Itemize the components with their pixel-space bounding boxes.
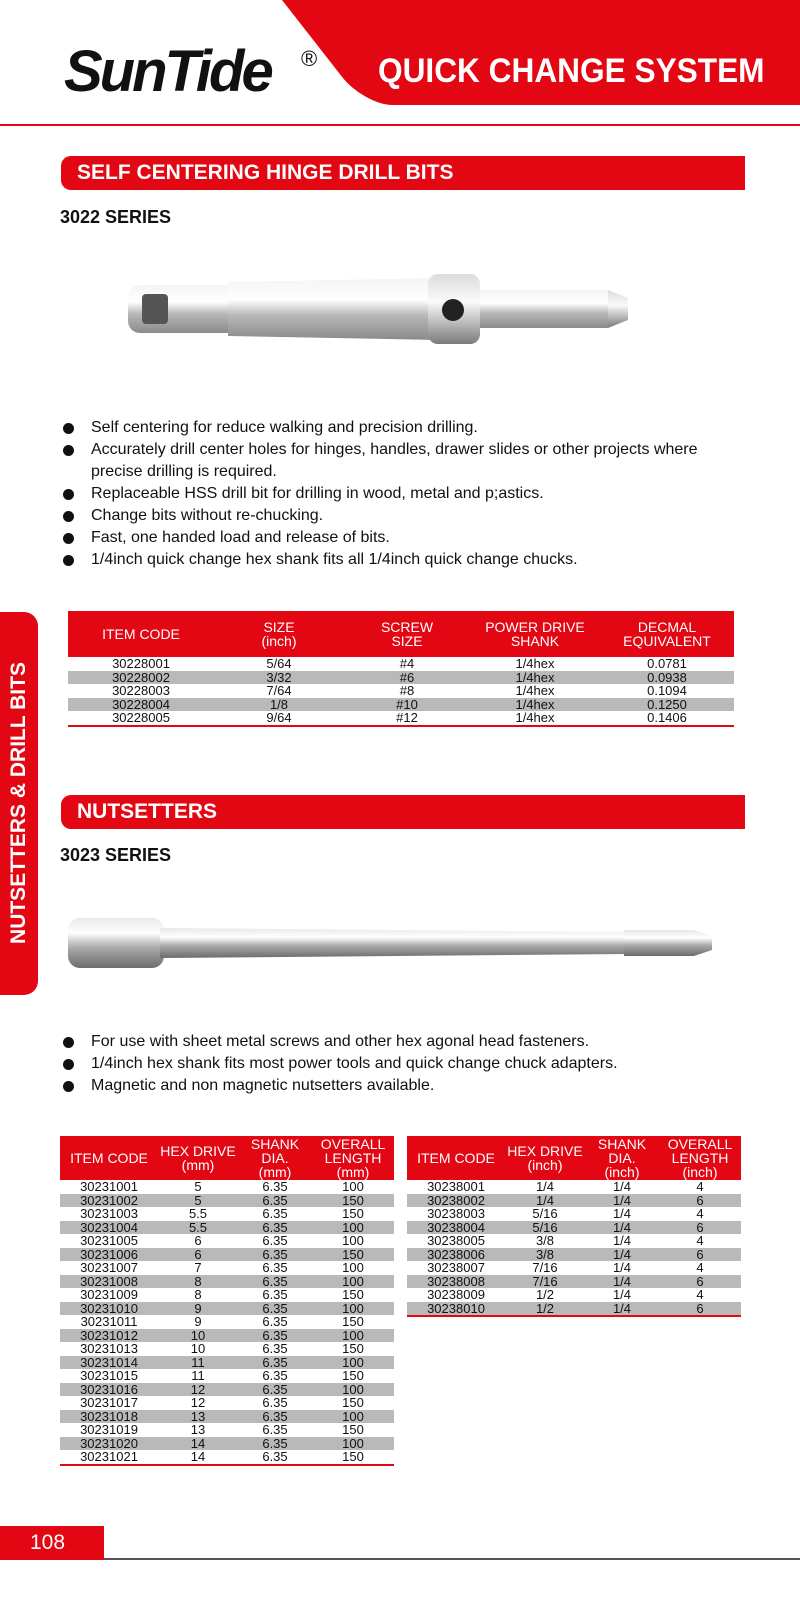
feature-item: Fast, one handed load and release of bits.: [60, 527, 750, 549]
table-row: [407, 1207, 741, 1221]
table-cell: 1/4hex: [470, 671, 600, 685]
table-cell: 6: [194, 1233, 202, 1248]
column-header: [68, 611, 214, 657]
brand-logo: SunTide: [64, 39, 271, 104]
table-cell: 30231003: [80, 1206, 138, 1221]
table-cell: 150: [312, 1450, 394, 1465]
table-body: [60, 1180, 394, 1465]
table-row: [60, 1221, 394, 1235]
table-row: [60, 1275, 394, 1289]
table-cell: 1/4: [612, 1260, 632, 1275]
nutsetters-mm-table: [60, 1136, 394, 1466]
table-row: [407, 1248, 741, 1262]
table-cell: 1/8: [214, 698, 344, 712]
table-cell: 30238006: [407, 1248, 505, 1262]
table-cell: 7: [194, 1260, 202, 1275]
table-cell: 1/4: [585, 1302, 659, 1317]
table-cell: 6.35: [262, 1314, 288, 1329]
table-cell: 30231015: [80, 1368, 138, 1383]
table-cell: 13: [190, 1422, 206, 1437]
table-row: [60, 1369, 394, 1383]
column-header: [312, 1136, 394, 1180]
column-header-text: ITEM CODE: [70, 1150, 148, 1166]
feature-item: 1/4inch quick change hex shank fits all 1/4inch quick change chucks.: [60, 549, 750, 571]
table-cell: 6: [158, 1248, 238, 1262]
table-cell: 6.35: [262, 1395, 288, 1410]
bullet-icon: [63, 1037, 74, 1048]
column-header-text: ITEM CODE: [417, 1150, 495, 1166]
table-row: [60, 1248, 394, 1262]
table-cell: 30238008: [407, 1275, 505, 1289]
table-cell: 30231017: [80, 1395, 138, 1410]
table-cell: 30238009: [427, 1287, 485, 1302]
bullet-icon: [63, 1059, 74, 1070]
table-row: [60, 1437, 394, 1451]
table-cell: 9/64: [214, 711, 344, 726]
table-cell: 14: [158, 1450, 238, 1465]
table-cell: 150: [342, 1206, 364, 1221]
column-header-text: SHANK: [250, 1136, 300, 1152]
table-cell: #6: [344, 671, 470, 685]
table-cell: 100: [312, 1221, 394, 1235]
table-cell: 30228003: [112, 683, 170, 698]
table-row: [68, 657, 734, 671]
table-cell: 1/4: [612, 1179, 632, 1194]
table-cell: 150: [312, 1248, 394, 1262]
table-cell: 30231012: [60, 1329, 158, 1343]
table-cell: 10: [190, 1341, 206, 1356]
section-title: SELF CENTERING HINGE DRILL BITS: [77, 161, 454, 184]
table-cell: 6.35: [262, 1233, 288, 1248]
table-row: [60, 1234, 394, 1248]
table-cell: 0.0781: [647, 656, 687, 671]
table-cell: 150: [342, 1422, 364, 1437]
column-header: [60, 1136, 158, 1180]
column-header-text: LENGTH: [324, 1150, 382, 1166]
table-cell: 1/4: [612, 1287, 632, 1302]
table-row: [60, 1356, 394, 1370]
table-cell: 1/4: [535, 1179, 555, 1194]
table-cell: 30238010: [407, 1302, 505, 1317]
hinge-drill-bit-image: [128, 268, 630, 348]
table-cell: 7/16: [505, 1275, 585, 1289]
bullet-icon: [63, 489, 74, 500]
table-cell: 11: [191, 1368, 205, 1383]
table-cell: 30231013: [80, 1341, 138, 1356]
table-row: [68, 671, 734, 685]
table-cell: 4: [696, 1233, 704, 1248]
section1-feature-list: [60, 417, 750, 571]
table-cell: 6.35: [262, 1368, 288, 1383]
table-cell: 30231011: [80, 1314, 138, 1329]
table-cell: 30231020: [60, 1437, 158, 1451]
table-header: [407, 1136, 741, 1180]
column-header: [238, 1136, 312, 1180]
table-cell: 100: [342, 1260, 364, 1275]
column-header: [344, 611, 470, 657]
table-cell: 30231007: [80, 1260, 138, 1275]
bullet-icon: [63, 533, 74, 544]
column-header-text: SHANK: [510, 633, 560, 649]
column-header-text: (mm): [336, 1164, 370, 1180]
table-cell: 6: [659, 1248, 741, 1262]
table-cell: 30231002: [60, 1194, 158, 1208]
table-row: [407, 1288, 741, 1302]
table-row: [407, 1180, 741, 1194]
feature-item: Replaceable HSS drill bit for drilling in wood, metal and p;astics.: [60, 483, 750, 505]
section-title-bar-nutsetters: [61, 795, 745, 829]
bullet-icon: [63, 423, 74, 434]
table-cell: 6.35: [262, 1206, 288, 1221]
column-header-text: POWER DRIVE: [485, 619, 585, 635]
table-cell: 6: [659, 1221, 741, 1235]
table-cell: 5/64: [266, 656, 292, 671]
table-cell: 100: [312, 1302, 394, 1316]
header-divider: [0, 124, 800, 126]
table-cell: 30231016: [60, 1383, 158, 1397]
table-row: [68, 684, 734, 698]
table-cell: 6.35: [262, 1260, 288, 1275]
table-cell: 5: [194, 1179, 202, 1194]
table-row: [60, 1396, 394, 1410]
column-header-text: OVERALL: [320, 1136, 386, 1152]
table-cell: 9: [158, 1302, 238, 1316]
table-cell: 4: [696, 1179, 704, 1194]
table-cell: 100: [312, 1329, 394, 1343]
table-cell: 30231009: [80, 1287, 138, 1302]
column-header: [214, 611, 344, 657]
table-cell: 6: [659, 1194, 741, 1208]
table-cell: 12: [158, 1383, 238, 1397]
table-cell: 100: [312, 1356, 394, 1370]
column-header: [600, 611, 734, 657]
table-cell: 30238004: [407, 1221, 505, 1235]
table-cell: 6.35: [238, 1194, 312, 1208]
column-header-text: SIZE: [391, 633, 423, 649]
table-cell: 6.35: [238, 1275, 312, 1289]
table-cell: 6.35: [262, 1179, 288, 1194]
table-cell: 6.35: [238, 1302, 312, 1316]
table-body: [407, 1180, 741, 1316]
table-row: [68, 698, 734, 712]
column-header-text: HEX DRIVE: [507, 1143, 583, 1159]
feature-item: Accurately drill center holes for hinges, handles, drawer slides or other projects where precise drilling is required.: [60, 439, 750, 483]
column-header: [505, 1136, 585, 1180]
table-cell: 0.0938: [600, 671, 734, 685]
table-cell: 4: [696, 1260, 704, 1275]
table-cell: 100: [312, 1383, 394, 1397]
page-number: 108: [30, 1531, 66, 1554]
header-title: QUICK CHANGE SYSTEM: [378, 52, 765, 90]
column-header-text: DECMAL: [637, 619, 697, 635]
table-cell: 6.35: [238, 1450, 312, 1465]
nutsetter-image: [68, 918, 714, 968]
table-cell: 0.1250: [600, 698, 734, 712]
table-row: [407, 1261, 741, 1275]
table-cell: 30238005: [427, 1233, 485, 1248]
table-cell: 150: [342, 1395, 364, 1410]
table-cell: 30228001: [112, 656, 170, 671]
table-cell: 150: [342, 1314, 364, 1329]
table-row: [60, 1180, 394, 1194]
table-row: [60, 1450, 394, 1465]
column-header-text: (mm): [258, 1164, 292, 1180]
table-cell: 6.35: [262, 1287, 288, 1302]
table-cell: 30231010: [60, 1302, 158, 1316]
table-cell: 30228004: [68, 698, 214, 712]
table-cell: 30231006: [60, 1248, 158, 1262]
table-row: [407, 1221, 741, 1235]
table-row: [60, 1410, 394, 1424]
table-cell: 1/4hex: [470, 711, 600, 726]
column-header: [158, 1136, 238, 1180]
column-header-text: DIA.: [608, 1150, 636, 1166]
table-row: [60, 1207, 394, 1221]
table-cell: 3/8: [505, 1248, 585, 1262]
table-cell: #12: [344, 711, 470, 726]
table-cell: 5: [158, 1194, 238, 1208]
table-row: [60, 1423, 394, 1437]
table-cell: 1/4hex: [515, 683, 555, 698]
feature-item: Magnetic and non magnetic nutsetters available.: [60, 1075, 750, 1097]
table-cell: 1/4: [585, 1248, 659, 1262]
table-cell: 5/16: [505, 1221, 585, 1235]
table-row: [407, 1234, 741, 1248]
column-header-text: ITEM CODE: [102, 626, 180, 642]
table-cell: 1/4hex: [515, 656, 555, 671]
table-cell: 5.5: [188, 1206, 208, 1221]
table-cell: #4: [399, 656, 415, 671]
table-cell: 6.35: [238, 1437, 312, 1451]
table-cell: 6.35: [262, 1422, 288, 1437]
drill-bits-spec-table: [68, 611, 734, 727]
table-cell: 3/32: [214, 671, 344, 685]
column-header: [659, 1136, 741, 1180]
column-header-text: (inch): [261, 633, 297, 649]
table-row: [60, 1329, 394, 1343]
table-header: [68, 611, 734, 657]
table-cell: 1/4: [612, 1233, 632, 1248]
bullet-icon: [63, 1081, 74, 1092]
feature-item: 1/4inch hex shank fits most power tools and quick change chuck adapters.: [60, 1053, 750, 1075]
table-cell: 11: [158, 1356, 238, 1370]
table-cell: 100: [342, 1233, 364, 1248]
table-cell: 6.35: [238, 1329, 312, 1343]
bullet-icon: [63, 445, 74, 456]
table-cell: 14: [158, 1437, 238, 1451]
table-cell: 4: [696, 1206, 704, 1221]
table-cell: 150: [342, 1368, 364, 1383]
series-label: 3022 SERIES: [60, 207, 172, 227]
table-row: [407, 1302, 741, 1317]
table-row: [60, 1383, 394, 1397]
table-cell: 30238001: [427, 1179, 485, 1194]
table-cell: 6: [659, 1302, 741, 1317]
table-cell: #10: [344, 698, 470, 712]
table-cell: 5.5: [158, 1221, 238, 1235]
nutsetters-inch-table: [407, 1136, 741, 1317]
table-row: [60, 1194, 394, 1208]
column-header-text: SCREW: [380, 619, 434, 635]
table-cell: 30231008: [60, 1275, 158, 1289]
table-cell: 30228005: [68, 711, 214, 726]
column-header-text: DIA.: [261, 1150, 289, 1166]
table-cell: 100: [342, 1179, 364, 1194]
table-cell: 30231021: [60, 1450, 158, 1465]
table-cell: 7/64: [266, 683, 292, 698]
table-cell: 150: [342, 1341, 364, 1356]
column-header-text: (inch): [604, 1164, 640, 1180]
table-cell: 30231004: [60, 1221, 158, 1235]
table-row: [68, 711, 734, 726]
table-cell: 3/8: [535, 1233, 555, 1248]
section-title-bar-drill-bits: [61, 156, 745, 190]
table-cell: 6.35: [238, 1221, 312, 1235]
table-cell: #8: [399, 683, 415, 698]
table-cell: 30231014: [60, 1356, 158, 1370]
table-row: [60, 1302, 394, 1316]
feature-item: Self centering for reduce walking and precision drilling.: [60, 417, 750, 439]
table-row: [407, 1194, 741, 1208]
column-header-text: HEX DRIVE: [160, 1143, 236, 1159]
table-row: [60, 1315, 394, 1329]
registered-mark: ®: [301, 46, 318, 71]
column-header: [407, 1136, 505, 1180]
table-cell: 30231019: [80, 1422, 138, 1437]
table-cell: 13: [158, 1410, 238, 1424]
column-header-text: (inch): [527, 1157, 563, 1173]
table-cell: 1/4: [585, 1275, 659, 1289]
table-cell: 1/4: [585, 1221, 659, 1235]
bullet-icon: [63, 511, 74, 522]
table-cell: 12: [190, 1395, 206, 1410]
table-cell: 30238007: [427, 1260, 485, 1275]
bullet-icon: [63, 555, 74, 566]
table-cell: 4: [696, 1287, 704, 1302]
column-header: [470, 611, 600, 657]
section2-feature-list: [60, 1031, 750, 1097]
table-body: [68, 657, 734, 726]
table-cell: 7/16: [532, 1260, 558, 1275]
column-header-text: SIZE: [263, 619, 295, 635]
feature-item: Change bits without re-chucking.: [60, 505, 750, 527]
column-header-text: EQUIVALENT: [623, 633, 711, 649]
table-cell: 5/16: [532, 1206, 558, 1221]
table-cell: 6.35: [238, 1383, 312, 1397]
table-cell: 30228002: [68, 671, 214, 685]
side-tab-label: NUTSETTERS & DRILL BITS: [7, 662, 30, 944]
table-cell: 100: [312, 1410, 394, 1424]
side-tab: [0, 612, 38, 995]
table-cell: 0.1094: [647, 683, 687, 698]
column-header-text: LENGTH: [671, 1150, 729, 1166]
table-cell: 8: [194, 1287, 202, 1302]
series-label: 3023 SERIES: [60, 845, 172, 865]
table-row: [60, 1342, 394, 1356]
column-header-text: (inch): [682, 1164, 718, 1180]
column-header: [585, 1136, 659, 1180]
table-cell: 6.35: [238, 1410, 312, 1424]
table-cell: 1/4hex: [470, 698, 600, 712]
footer-divider: [104, 1558, 800, 1560]
table-cell: 10: [158, 1329, 238, 1343]
table-cell: 30238002: [407, 1194, 505, 1208]
page-number-box: [0, 1526, 104, 1560]
table-cell: 30231001: [80, 1179, 138, 1194]
table-cell: 8: [158, 1275, 238, 1289]
table-cell: 150: [342, 1287, 364, 1302]
table-cell: 100: [312, 1275, 394, 1289]
table-cell: 1/4: [612, 1206, 632, 1221]
table-cell: 0.1406: [600, 711, 734, 726]
table-cell: 6.35: [262, 1341, 288, 1356]
column-header-text: OVERALL: [667, 1136, 733, 1152]
table-cell: 30231018: [60, 1410, 158, 1424]
feature-item: For use with sheet metal screws and other hex agonal head fasteners.: [60, 1031, 750, 1053]
table-cell: 30231005: [80, 1233, 138, 1248]
table-cell: 30238003: [427, 1206, 485, 1221]
section-title: NUTSETTERS: [77, 800, 218, 823]
table-cell: 6: [659, 1275, 741, 1289]
table-cell: 9: [194, 1314, 202, 1329]
table-cell: 1/4: [505, 1194, 585, 1208]
column-header-text: (mm): [181, 1157, 215, 1173]
table-header: [60, 1136, 394, 1180]
table-cell: 150: [312, 1194, 394, 1208]
column-header-text: SHANK: [597, 1136, 647, 1152]
table-cell: 1/2: [535, 1287, 555, 1302]
table-cell: 1/2: [505, 1302, 585, 1317]
table-cell: 1/4: [585, 1194, 659, 1208]
table-cell: 6.35: [238, 1356, 312, 1370]
table-row: [60, 1288, 394, 1302]
table-row: [60, 1261, 394, 1275]
table-cell: 100: [312, 1437, 394, 1451]
table-row: [407, 1275, 741, 1289]
table-cell: 6.35: [238, 1248, 312, 1262]
